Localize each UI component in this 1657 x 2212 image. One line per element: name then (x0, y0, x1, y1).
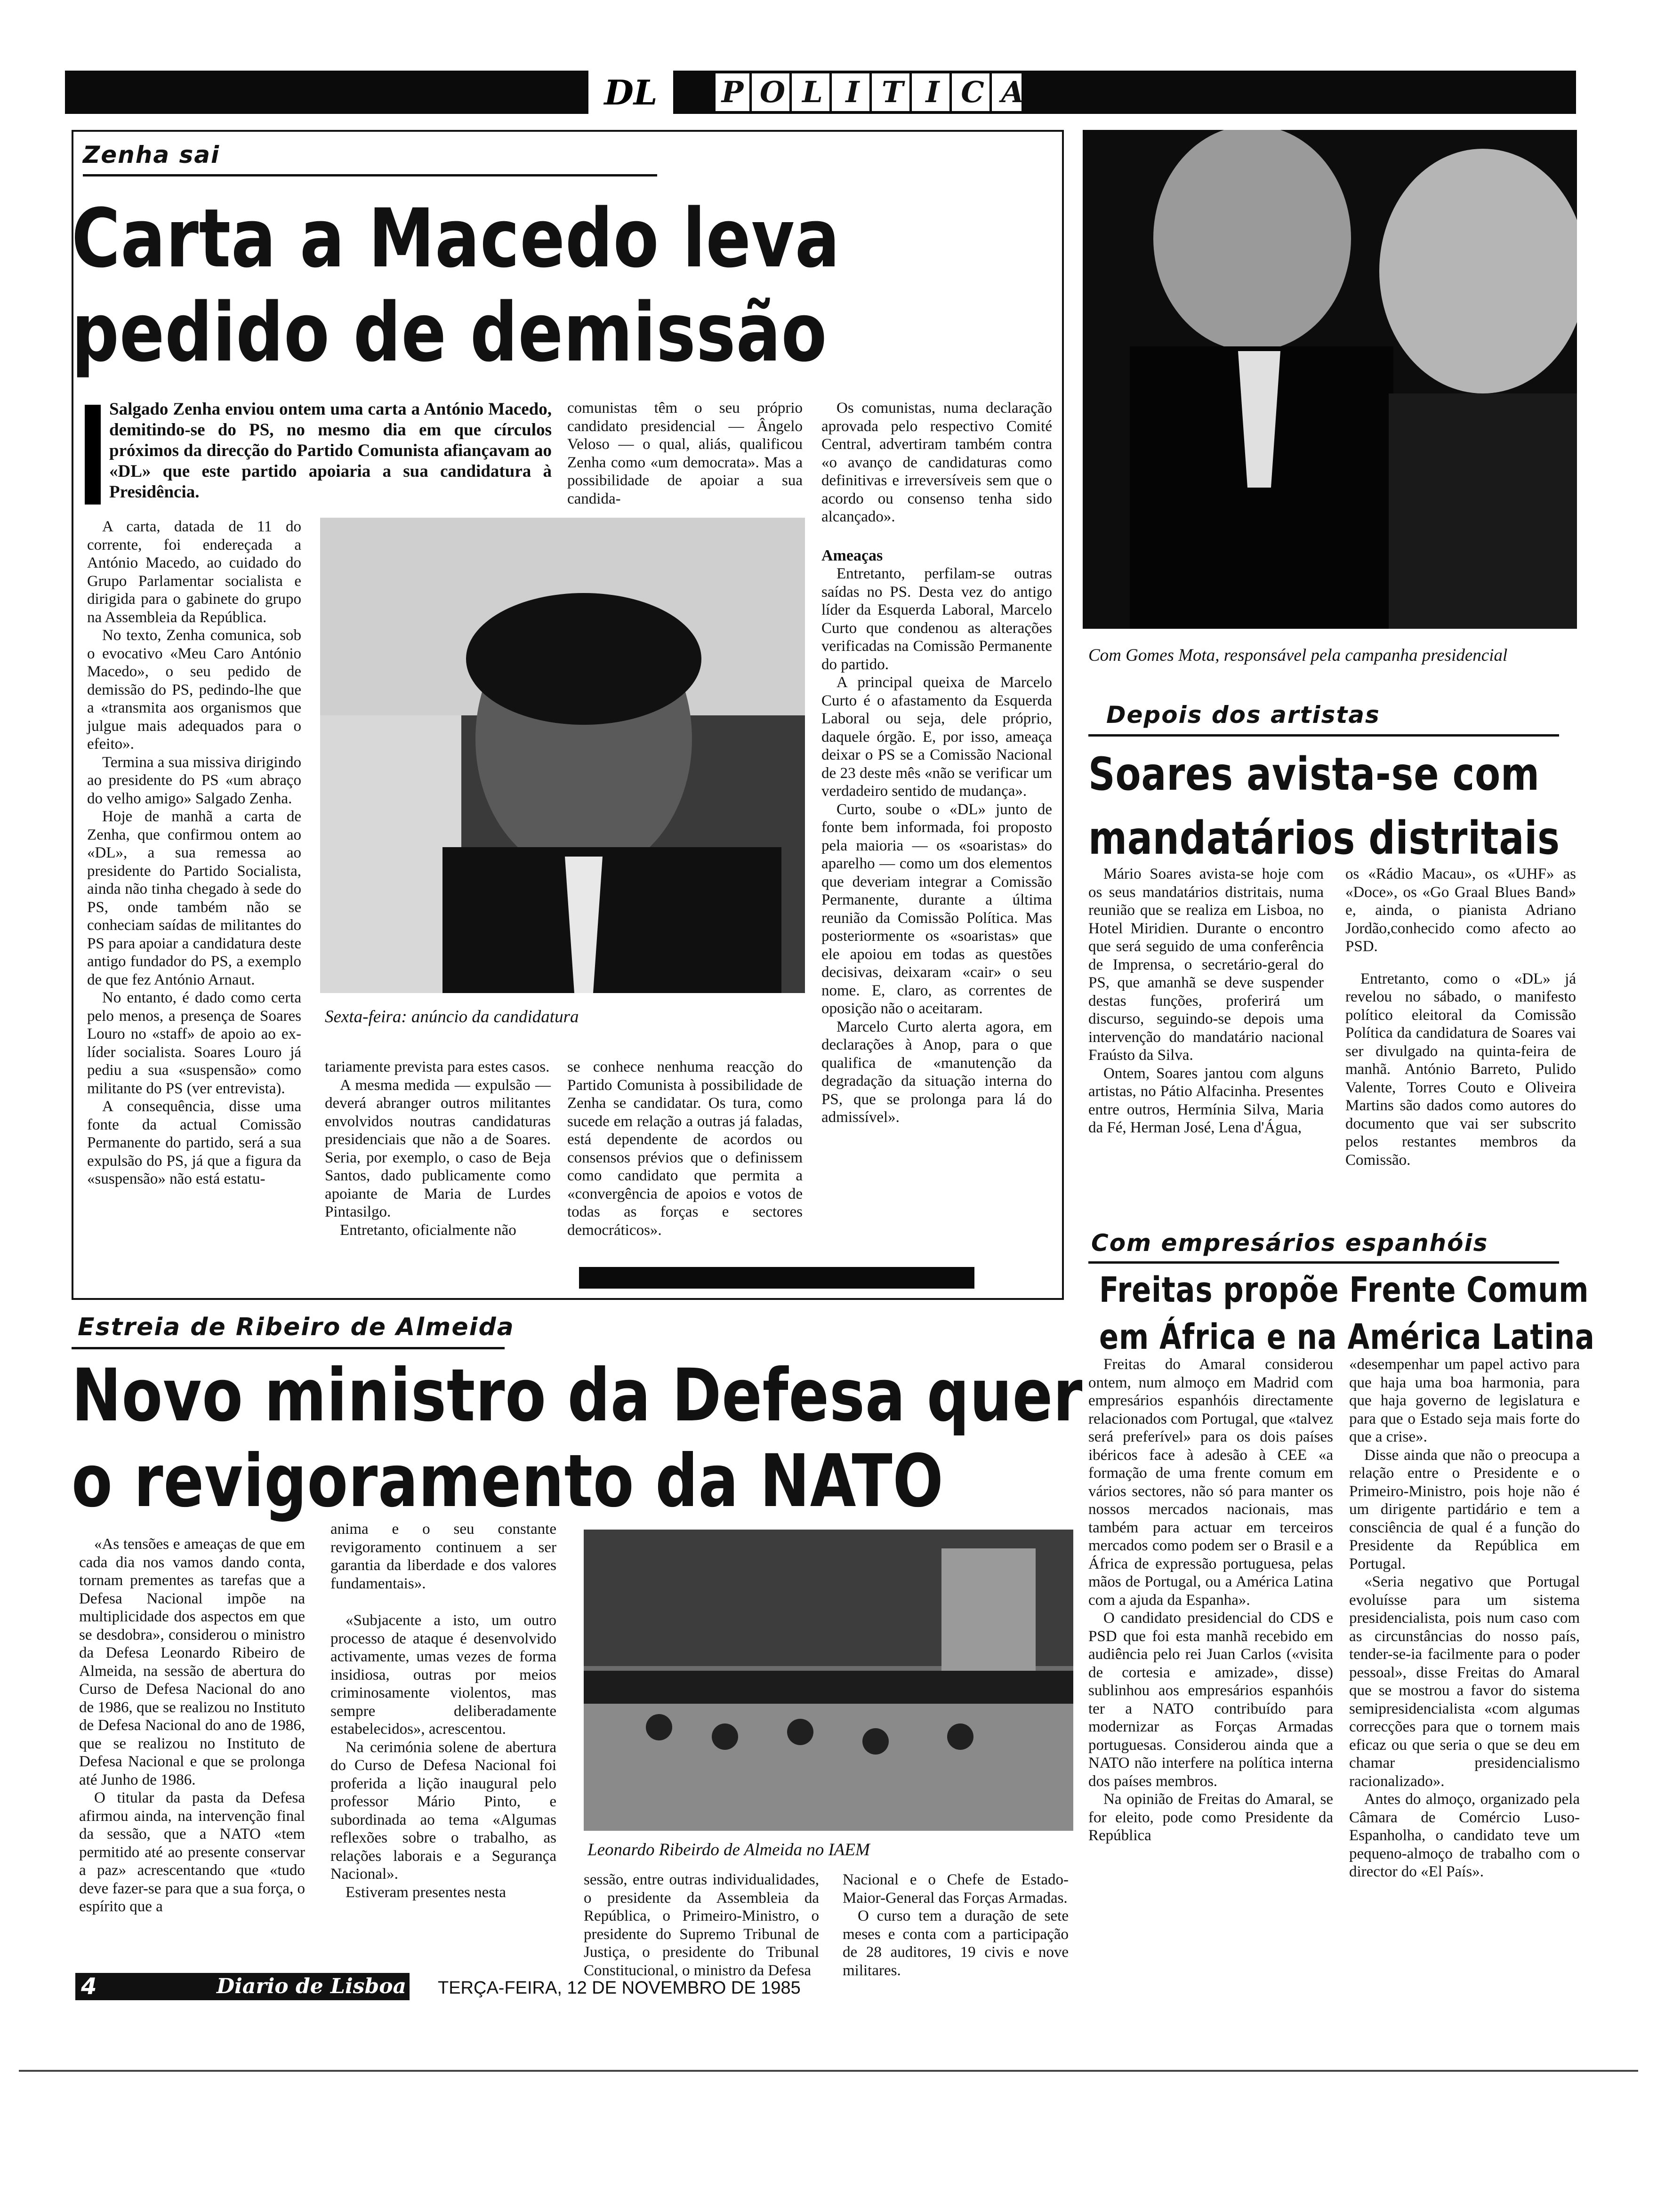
subheading-ameacas: Ameaças (821, 546, 883, 564)
kicker-rule (72, 1347, 505, 1349)
bottom-rule (19, 2070, 1638, 2072)
paragraph: Disse ainda que não o preocupa a relação entre o Presidente e o Primeiro-Ministro, pois hoje não é um dirigente partidário e tem a consciência de qual é a função do Presidente da República em Portugal. (1349, 1446, 1580, 1572)
paragraph: tariamente prevista para estes casos. (325, 1058, 550, 1075)
paragraph: Termina a sua missiva dirigindo ao presidente do PS «um abraço do velho amigo» Salgado Zenha. (87, 753, 301, 807)
paragraph: sessão, entre outras individualidades, o presidente da Assembleia da República, o Primeiro-Ministro, o presidente do Supremo Tribunal de Justiça, o presidente do Tribunal Constitucional, o ministro da Defesa (584, 1871, 819, 1979)
nato-photo-image (584, 1530, 1073, 1831)
paragraph: anima e o seu constante revigoramento continuem a ser garantia da liberdade e dos valores fundamentais». (330, 1521, 556, 1592)
soares-headline-2: mandatários distritais (1088, 812, 1560, 865)
paragraph: O candidato presidencial do CDS e PSD que foi esta manhã recebido em audiência pelo rei Juan Carlos («visita de cortesia e amizade», disse) sublinhou aos empresários espanhóis ter a NATO contribuído para modernizar as Forças Armadas portuguesas. Considerou ainda que a NATO não interfere na política interna dos países membros. (1088, 1610, 1333, 1790)
zenha-photo (320, 518, 805, 993)
soares-headline-1: Soares avista-se com (1088, 748, 1540, 801)
freitas-kicker: Com empresários espanhóis (1091, 1229, 1488, 1257)
section-title (716, 73, 1030, 111)
section-logo-text: DL (604, 72, 658, 112)
footer-page-number: 4 (81, 1973, 97, 2000)
paragraph: Mário Soares avista-se hoje com os seus mandatários distritais, numa reunião que se realiza em Lisboa, no Hotel Miridien. Durante o encontro que será seguido de uma conferência de Imprensa, o secretário-geral do PS, que amanhã se deve suspender destas funções, proferirá um discurso, seguindo-se depois uma intervenção do mandatário nacional Fraústo da Silva. (1088, 866, 1324, 1064)
freitas-headline-1: Freitas propõe Frente Comum (1099, 1270, 1589, 1310)
lead-text: algado Zenha enviou ontem uma carta a António Macedo, demitindo-se do PS, no mesmo dia em que círculos próximos da direcção do Partido Comunista afiançavam ao «DL» que este partido apoiaria a sua candidatura à Presidência. (109, 400, 552, 502)
paragraph: Freitas do Amaral considerou ontem, num almoço em Madrid com empresários espanhóis directamente relacionados com Portugal, que «talvez será preferível» para os dois países ibéricos face à adesão à CEE «a formação de uma frente comum em vários sectores, não só para manter os nossos mercados nacionais, mas também para actuar em terceiros mercados como podem ser o Brasil e a África de expressão portuguesa, pelas mãos de Portugal, ou a América Latina com a ajuda da Espanha». (1088, 1356, 1333, 1609)
nato-photo-caption: Leonardo Ribeirdo de Almeida no IAEM (587, 1840, 870, 1859)
nato-headline-1: Novo ministro da Defesa quer (72, 1354, 1083, 1438)
nato-col1 (79, 1535, 305, 1916)
nato-col3 (584, 1871, 819, 1980)
paragraph: Nacional e o Chefe de Estado-Maior-General das Forças Armadas. (843, 1871, 1069, 1907)
paragraph: Na opinião de Freitas do Amaral, se for eleito, pode como Presidente da República (1088, 1791, 1333, 1844)
zenha-photo-caption: Sexta-feira: anúncio da candidatura (325, 1007, 579, 1026)
soares-photo-caption: Com Gomes Mota, responsável pela campanha presidencial (1088, 646, 1508, 665)
section-letter: O (756, 73, 792, 111)
lead-dropcap-letter: S (109, 400, 119, 419)
paragraph: Hoje de manhã a carta de Zenha, que confirmou ontem ao «DL», a sua remessa ao presidente do Partido Socialista, ainda não tinha chegado à sede do PS, onde também não se conheciam saídas de militantes do PS para apoiar a candidatura deste antigo fundador do PS, a exemplo de que fez António Arnaut. (87, 808, 301, 988)
paragraph: Curto, soube o «DL» junto de fonte bem informada, foi proposto pela maioria — os «soaristas» do aparelho — como um dos elementos que deveriam integrar a Comissão Permanente, durante a última reunião da Comissão Política. Mas posteriormente os «soaristas» que ele apoiou em todas as questões decisivas, deixaram «cair» o seu nome. E, claro, as correntes de oposição não o aceitaram. (821, 801, 1052, 1017)
section-letter: T (876, 73, 912, 111)
paragraph: Ontem, Soares jantou com alguns artistas, no Pátio Alfacinha. Presentes entre outros, Hermínia Silva, Maria da Fé, Herman José, Lena d'Água, (1088, 1065, 1324, 1136)
freitas-col1 (1088, 1355, 1333, 1845)
article-zenha-col3-bottom (567, 1058, 803, 1239)
paragraph: A consequência, disse uma fonte da actual Comissão Permanente do partido, será a sua expulsão do PS, já que a figura da «suspensão» não está estatu- (87, 1098, 301, 1187)
freitas-headline-2: em África e na América Latina (1099, 1317, 1595, 1357)
section-letter: I (916, 73, 952, 111)
paragraph: Entretanto, oficialmente não (340, 1221, 516, 1239)
paragraph: Entretanto, perfilam-se outras saídas no PS. Desta vez do antigo líder da Esquerda Laboral, Marcelo Curto que condenou as alterações verificadas na Comissão Permanente do partido. (821, 565, 1052, 673)
article-zenha-col2-bottom (325, 1058, 551, 1239)
paragraph: A mesma medida — expulsão — deverá abranger outros militantes envolvidos noutras candidaturas presidenciais que não a de Soares. Seria, por exemplo, o caso de Beja Santos, dado publicamente como apoiante de Maria de Lurdes Pintasilgo. (325, 1076, 551, 1220)
paragraph: A carta, datada de 11 do corrente, foi endereçada a António Macedo, ao cuidado do Grupo Parlamentar socialista e dirigida para o gabinete do grupo na Assembleia da República. (87, 518, 301, 626)
article-zenha-bottom-bar (579, 1267, 974, 1289)
article-zenha-headline-1: Carta a Macedo leva (72, 191, 840, 286)
paragraph: «As tensões e ameaças de que em cada dia nos vamos dando conta, tornam prementes as tarefas que a Defesa Nacional impõe na multiplicidade dos aspectos em que se desdobra», considerou o ministro da Defesa Leonardo Ribeiro de Almeida, na sessão de abertura do Curso de Defesa Nacional do ano de 1986, que se realizou no Instituto de Defesa Nacional do ano de 1986, que se realizou no Instituto de Defesa Nacional e que se prolonga até Junho de 1986. (79, 1536, 305, 1788)
soares-photo-image (1083, 130, 1577, 629)
nato-col2 (330, 1520, 556, 1901)
footer-masthead: Diario de Lisboa (217, 1974, 407, 1998)
article-zenha-kicker: Zenha sai (83, 141, 220, 168)
kicker-rule (1088, 734, 1559, 737)
paragraph: O titular da pasta da Defesa afirmou ainda, na intervenção final da sessão, que a NATO «tem permitido até ao presente conservar a paz» acrescentando que «tudo deve fazer-se para que a sua força, o espírito que a (79, 1789, 305, 1915)
section-logo (588, 71, 673, 114)
soares-kicker: Depois dos artistas (1106, 701, 1380, 729)
section-letter: C (956, 73, 992, 111)
section-letter: P (716, 73, 752, 111)
kicker-rule (1088, 1261, 1559, 1264)
nato-headline-2: o revigoramento da NATO (72, 1439, 944, 1523)
soares-photo (1083, 130, 1577, 629)
paragraph: O curso tem a duração de sete meses e conta com a participação de 28 auditores, 19 civis e nove militares. (843, 1907, 1069, 1979)
paragraph: Entretanto, como o «DL» já revelou no sábado, o manifesto político eleitoral da Comissão Política da candidatura de Soares vai ser divulgado na quinta-feira de manhã. António Barreto, Pulido Valente, Torres Couto e Oliveira Martins são dados como autores do documento que vai ser subscrito pelos restantes membros da Comissão. (1345, 970, 1576, 1169)
dropcap (85, 405, 101, 505)
paragraph: «Subjacente a isto, um outro processo de ataque é desenvolvido activamente, umas vezes de forma insidiosa, outras por meios criminosamente violentos, mas sempre deliberadamente estabelecidos», acrescentou. (330, 1612, 556, 1738)
section-letter: A (1001, 75, 1024, 109)
paragraph: Antes do almoço, organizado pela Câmara de Comércio Luso-Espanholha, o candidato teve um pequeno-almoço de trabalho com o director do «El País». (1349, 1791, 1580, 1880)
soares-col1 (1088, 865, 1324, 1137)
paragraph: Na cerimónia solene de abertura do Curso de Defesa Nacional foi proferida a lição inaugural pelo professor Mário Pinto, e subordinada ao tema «Algumas reflexões sobre o trabalho, as relações laborais e a Segurança Nacional». (330, 1739, 556, 1883)
soares-col2 (1345, 865, 1576, 1169)
paragraph: se conhece nenhuma reacção do Partido Comunista à possibilidade de Zenha se candidatar. Os tura, como sucede em relação a outras já faladas, está dependente de acordos ou consensos prévios que o definissem como candidato que permita a «convergência de apoios e votos de todas as forças e sectores democráticos». (567, 1058, 803, 1239)
nato-kicker: Estreia de Ribeiro de Almeida (78, 1313, 515, 1341)
section-letter: L (796, 73, 832, 111)
article-zenha-headline-2: pedido de demissão (72, 285, 828, 380)
article-zenha-col2-top (567, 399, 803, 508)
zenha-photo-image (320, 518, 805, 993)
paragraph: Marcelo Curto alerta agora, em declarações à Anop, para o que qualifica de «manutenção da degradação da situação interna do PS, que se prolonga para lá do admissível». (821, 1018, 1052, 1126)
paragraph: No texto, Zenha comunica, sob o evocativo «Meu Caro António Macedo», o seu pedido de demissão do PS, pedindo-lhe que a «transmita aos organismos que julgue mais adequados para o efeito». (87, 627, 301, 753)
paragraph: A principal queixa de Marcelo Curto é o afastamento da Esquerda Laboral ou seja, dele próprio, daquele órgão. E, por isso, ameaça deixar o PS se a Comissão Nacional de 23 deste mês «não se verificar um verdadeiro sentido de mudança». (821, 674, 1052, 800)
paragraph: Estiveram presentes nesta (346, 1883, 506, 1901)
article-zenha-lead (109, 399, 552, 503)
section-letter: I (836, 73, 872, 111)
footer-date: TERÇA-FEIRA, 12 DE NOVEMBRO DE 1985 (438, 1978, 801, 1998)
paragraph: «desempenhar um papel activo para que haja uma boa harmonia, para que haja governo de legislatura e para que o Estado seja mais forte do que a crise». (1349, 1356, 1580, 1445)
nato-photo (584, 1530, 1073, 1831)
paragraph: os «Rádio Macau», os «UHF» as «Doce», os «Go Graal Blues Band» e, ainda, o pianista Adriano Jordão,conhecido como afecto ao PSD. (1345, 866, 1576, 955)
paragraph: «Seria negativo que Portugal evoluísse para um sistema presidencialista, pois num caso com as circunstâncias do nosso país, tender-se-ia facilmente para o poder pessoal», disse Freitas do Amaral que se mostrou a favor do sistema semipresidencialista «com algumas correcções para que o tornem mais eficaz ou que seria o que se deu em chamar presidencialismo racionalizado». (1349, 1573, 1580, 1790)
nato-col4 (843, 1871, 1069, 1980)
kicker-rule (83, 174, 657, 176)
paragraph: No entanto, é dado como certa pelo menos, a presença de Soares Louro no «staff» de apoio ao ex-líder socialista. Soares Louro já pediu a sua «suspensão» como militante do PS (ver entrevista). (87, 989, 301, 1097)
paragraph: Os comunistas, numa declaração aprovada pelo respectivo Comité Central, advertiram também contra «o avanço de candidaturas como definitivas e irreversíveis sem que o acordo ou consenso tenha sido alcançado». (821, 400, 1052, 525)
freitas-col2 (1349, 1355, 1580, 1881)
paragraph: comunistas têm o seu próprio candidato presidencial — Ângelo Veloso — o qual, aliás, qualificou Zenha como «um democrata». Mas a possibilidade de apoiar a sua candida- (567, 400, 803, 507)
article-zenha-col1 (87, 518, 301, 1188)
article-zenha-col3 (821, 399, 1052, 1127)
